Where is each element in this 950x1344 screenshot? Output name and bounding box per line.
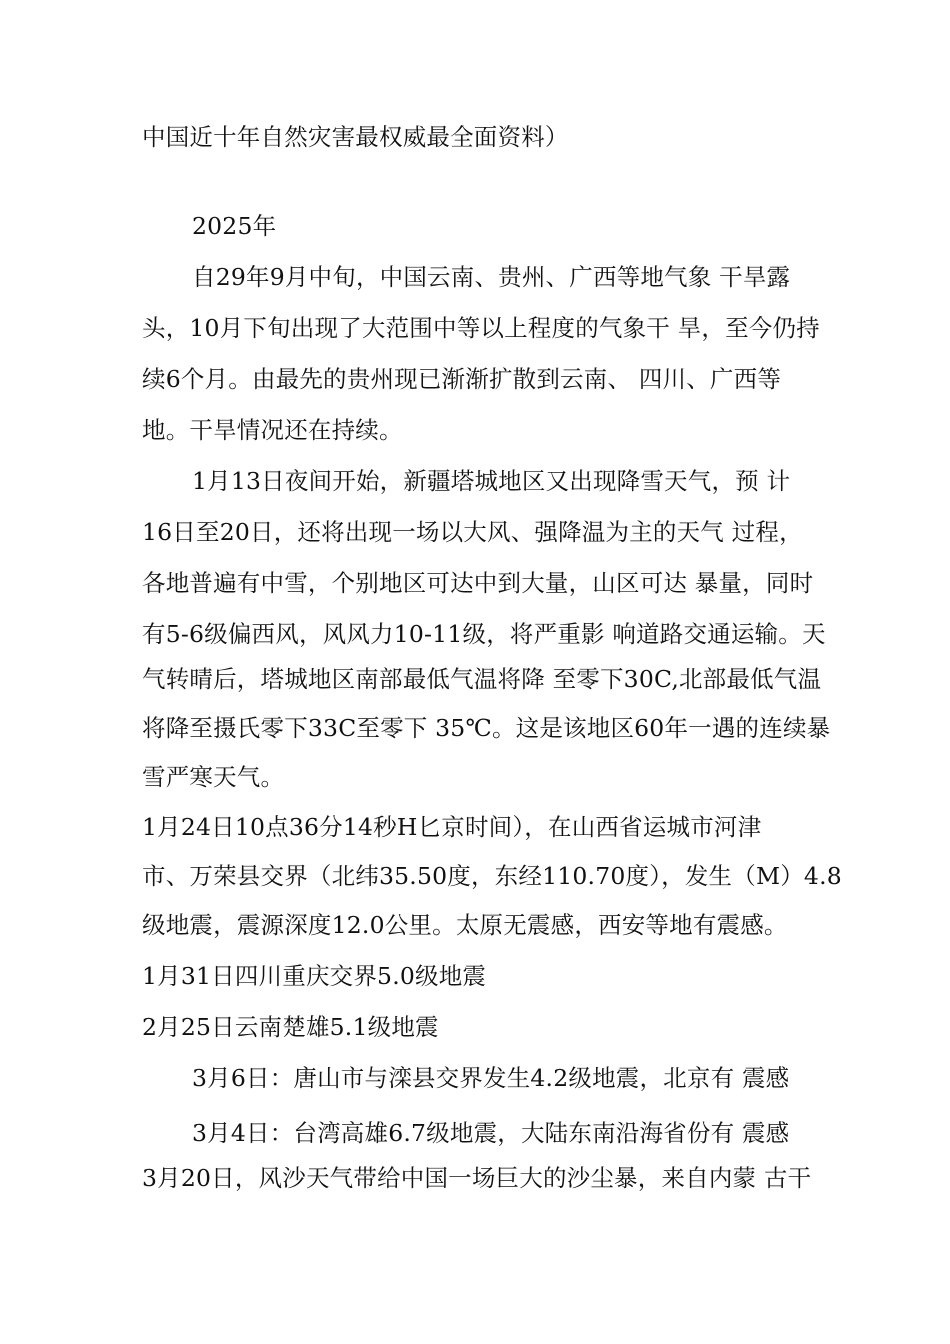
document-title: 中国近十年自然灾害最权威最全面资料） (142, 123, 569, 151)
paragraph-line: 有5-6级偏西风，风风力10-11级，将严重影 响道路交通运输。天 (142, 620, 826, 648)
paragraph-line: 1月13日夜间开始，新疆塔城地区又出现降雪天气，预 计 (192, 467, 791, 495)
paragraph-line: 1月24日10点36分14秒H匕京时间），在山西省运城市河津 (142, 813, 762, 841)
paragraph-line: 16日至20日，还将出现一场以大风、强降温为主的天气 过程， (142, 518, 803, 546)
paragraph-line: 续6个月。由最先的贵州现已渐渐扩散到云南、 四川、广西等 (142, 365, 782, 393)
year-heading: 2025年 (192, 212, 277, 240)
paragraph-line: 市、万荣县交界（北纬35.50度，东经110.70度），发生（M）4.8 (142, 862, 842, 890)
paragraph-line: 级地震，震源深度12.0公里。太原无震感，西安等地有震感。 (142, 911, 788, 939)
paragraph-line: 3月4日：台湾高雄6.7级地震，大陆东南沿海省份有 震感 (192, 1119, 790, 1147)
paragraph-line: 气转晴后，塔城地区南部最低气温将降 至零下30C,北部最低气温 (142, 665, 822, 693)
paragraph-line: 自29年9月中旬，中国云南、贵州、广西等地气象 干旱露 (192, 263, 791, 291)
paragraph-line: 1月31日四川重庆交界5.0级地震 (142, 962, 487, 990)
paragraph-line: 2月25日云南楚雄5.1级地震 (142, 1013, 439, 1041)
paragraph-line: 3月20日，风沙天气带给中国一场巨大的沙尘暴，来自内蒙 古干 (142, 1164, 812, 1192)
paragraph-line: 3月6日：唐山市与滦县交界发生4.2级地震，北京有 震感 (192, 1064, 790, 1092)
paragraph-line: 雪严寒天气。 (142, 763, 285, 791)
paragraph-line: 头，10月下旬出现了大范围中等以上程度的气象干 旱，至今仍持 (142, 314, 820, 342)
paragraph-line: 各地普遍有中雪，个别地区可达中到大量，山区可达 暴量，同时 (142, 569, 814, 597)
paragraph-line: 将降至摄氏零下33C至零下 35℃。这是该地区60年一遇的连续暴 (142, 714, 831, 742)
paragraph-line: 地。干旱情况还在持续。 (142, 416, 403, 444)
